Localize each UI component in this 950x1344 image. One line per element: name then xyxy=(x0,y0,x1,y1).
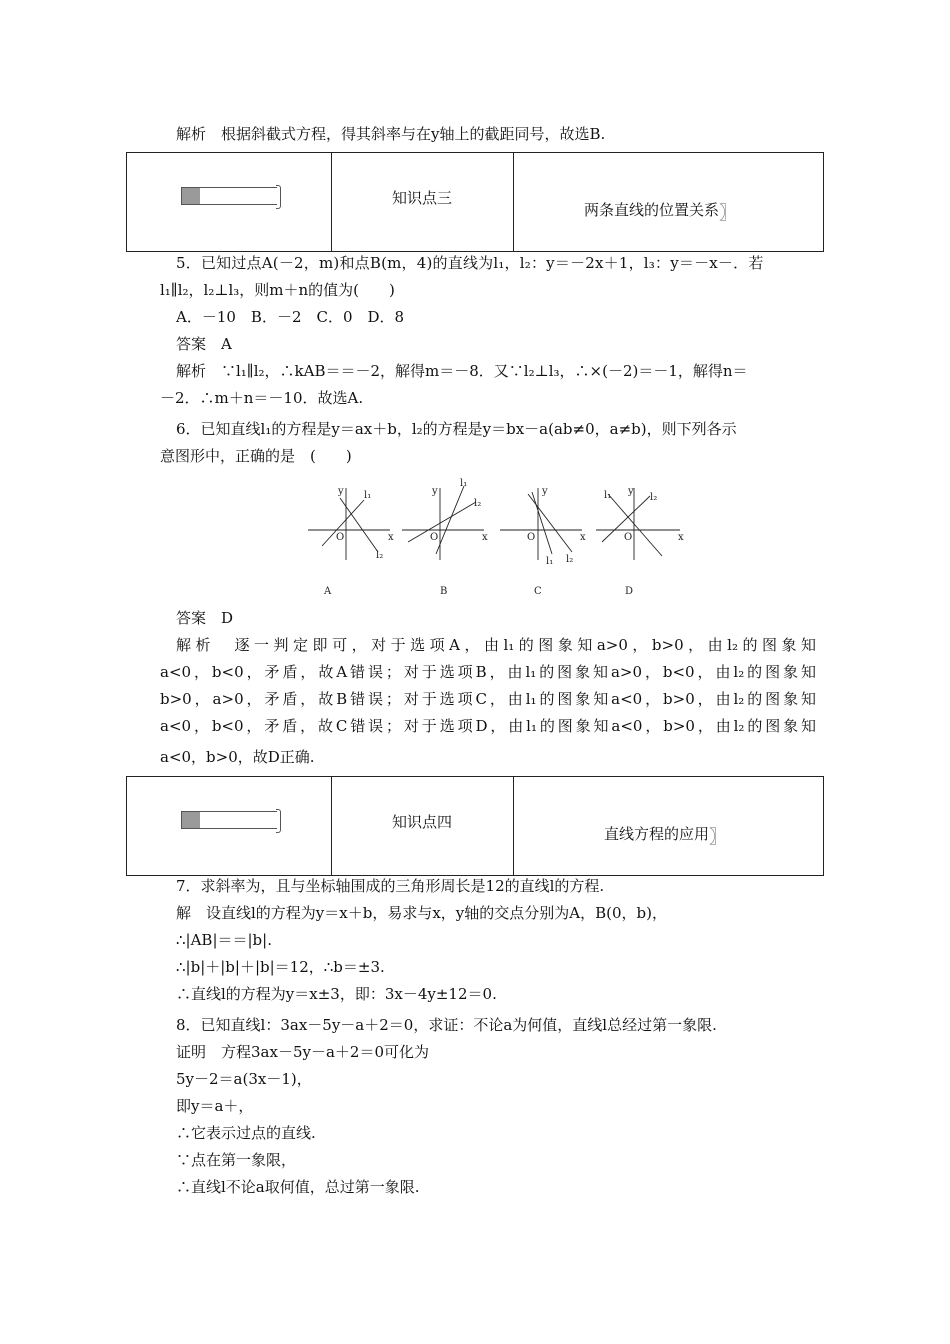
q7-solution-line4: ∴直线l的方程为y＝x±3，即：3x－4y±12＝0. xyxy=(176,985,497,1003)
origin-label: O xyxy=(336,532,345,543)
q8-proof-line2: 5y－2＝a(3x－1)， xyxy=(176,1070,312,1088)
knowledge-point-label: 知识点三 xyxy=(391,189,452,207)
line-l1-label: l₁ xyxy=(460,478,468,489)
knowledge-point-label: 知识点四 xyxy=(391,813,452,831)
section-tab-cell xyxy=(127,153,332,251)
figure-b xyxy=(402,478,488,597)
q7-solution-line2: ∴|AB|＝＝|b|. xyxy=(176,931,272,949)
q5-solution-line1: 解析 ∵l₁∥l₂，∴kAB＝＝－2，解得m＝－8．又∵l₂⊥l₃，∴×(－2)＝－1，解得n＝ xyxy=(176,362,748,380)
q5-stem-line2: l₁∥l₂，l₂⊥l₃，则m＋n的值为( ) xyxy=(160,281,395,299)
line-l1-label: l₁ xyxy=(604,490,612,501)
y-axis-label: y xyxy=(628,486,634,497)
knowledge-point-cell xyxy=(331,153,514,251)
origin-label: O xyxy=(430,532,439,543)
figure-d xyxy=(596,486,684,597)
q8-proof-line5: ∵点在第一象限， xyxy=(176,1151,297,1169)
section-title: 直线方程的应用〗 xyxy=(603,825,727,848)
line-l1-label: l₁ xyxy=(364,490,372,501)
q8-stem: 8．已知直线l：3ax－5y－a＋2＝0，求证：不论a为何值，直线l总经过第一象限. xyxy=(176,1016,717,1034)
q6-figures xyxy=(300,476,690,604)
q5-stem-line1: 5．已知过点A(－2，m)和点B(m，4)的直线为l₁，l₂：y＝－2x＋1，l₃：y＝－x－．若 xyxy=(176,254,764,272)
q5-solution-line2: －2．∴m＋n＝－10．故选A. xyxy=(160,389,364,407)
q6-solution-line1: 解析 逐一判定即可，对于选项A，由l₁的图象知a>0，b>0，由l₂的图象知 xyxy=(176,636,816,654)
y-axis-label: y xyxy=(338,486,344,497)
section-header-3 xyxy=(126,152,824,252)
x-axis-label: x xyxy=(482,532,488,543)
q8-proof-line4: ∴它表示过点的直线. xyxy=(176,1124,316,1142)
knowledge-point-cell xyxy=(331,777,514,875)
y-axis-label: y xyxy=(542,486,548,497)
figure-label-a: A xyxy=(324,586,332,597)
section-tab-icon xyxy=(181,187,277,205)
bracket-icon: 〗 xyxy=(719,203,737,224)
section-tab-icon xyxy=(181,811,277,829)
q6-stem-line1: 6．已知直线l₁的方程是y＝ax＋b，l₂的方程是y＝bx－a(ab≠0，a≠b)，则下列各示 xyxy=(176,420,737,438)
line-l2-label: l₂ xyxy=(650,492,658,503)
q5-answer: 答案 A xyxy=(176,335,232,353)
figure-label-c: C xyxy=(534,586,542,597)
section-tab-cell xyxy=(127,777,332,875)
intro-solution: 解析 根据斜截式方程，得其斜率与在y轴上的截距同号，故选B. xyxy=(176,125,606,143)
section-header-4 xyxy=(126,776,824,876)
x-axis-label: x xyxy=(388,532,394,543)
origin-label: O xyxy=(624,532,633,543)
line-l2-label: l₂ xyxy=(376,550,384,561)
q7-solution-line1: 解 设直线l的方程为y＝x＋b，易求与x，y轴的交点分别为A，B(0，b)， xyxy=(176,904,667,922)
q6-solution-line2: a<0，b<0，矛盾，故A错误；对于选项B，由l₁的图象知a>0，b<0，由l₂的图象知 xyxy=(160,663,816,681)
bracket-icon: 〗 xyxy=(709,827,727,848)
q5-options: A．－10 B．－2 C．0 D．8 xyxy=(176,308,405,326)
figure-c xyxy=(500,486,586,597)
figure-a xyxy=(308,486,394,597)
section-title: 两条直线的位置关系〗 xyxy=(583,201,737,224)
q6-solution-line5: a<0，b>0，故D正确. xyxy=(160,748,315,766)
q6-solution-line3: b>0，a>0，矛盾，故B错误；对于选项C，由l₁的图象知a<0，b>0，由l₂的图象知 xyxy=(160,690,816,708)
q8-proof-line3: 即y＝a＋， xyxy=(176,1097,254,1115)
q7-solution-line3: ∴|b|＋|b|＋|b|＝12，∴b＝±3. xyxy=(176,958,385,976)
line-l1-label: l₁ xyxy=(546,556,554,567)
q6-answer: 答案 D xyxy=(176,609,234,627)
q6-stem-line2: 意图形中，正确的是 ( ) xyxy=(160,447,352,465)
y-axis-label: y xyxy=(432,486,438,497)
q7-stem: 7．求斜率为，且与坐标轴围成的三角形周长是12的直线l的方程. xyxy=(176,877,605,895)
origin-label: O xyxy=(527,532,536,543)
x-axis-label: x xyxy=(580,532,586,543)
q8-proof-line1: 证明 方程3ax－5y－a＋2＝0可化为 xyxy=(176,1043,429,1061)
figure-label-b: B xyxy=(440,586,448,597)
figure-label-d: D xyxy=(625,586,634,597)
x-axis-label: x xyxy=(678,532,684,543)
line-l2-label: l₂ xyxy=(566,554,574,565)
q8-proof-line6: ∴直线l不论a取何值，总过第一象限. xyxy=(176,1178,420,1196)
q6-solution-line4: a<0，b<0，矛盾，故C错误；对于选项D，由l₁的图象知a<0，b>0，由l₂的图象知 xyxy=(160,717,816,735)
line-l2-label: l₂ xyxy=(474,498,482,509)
